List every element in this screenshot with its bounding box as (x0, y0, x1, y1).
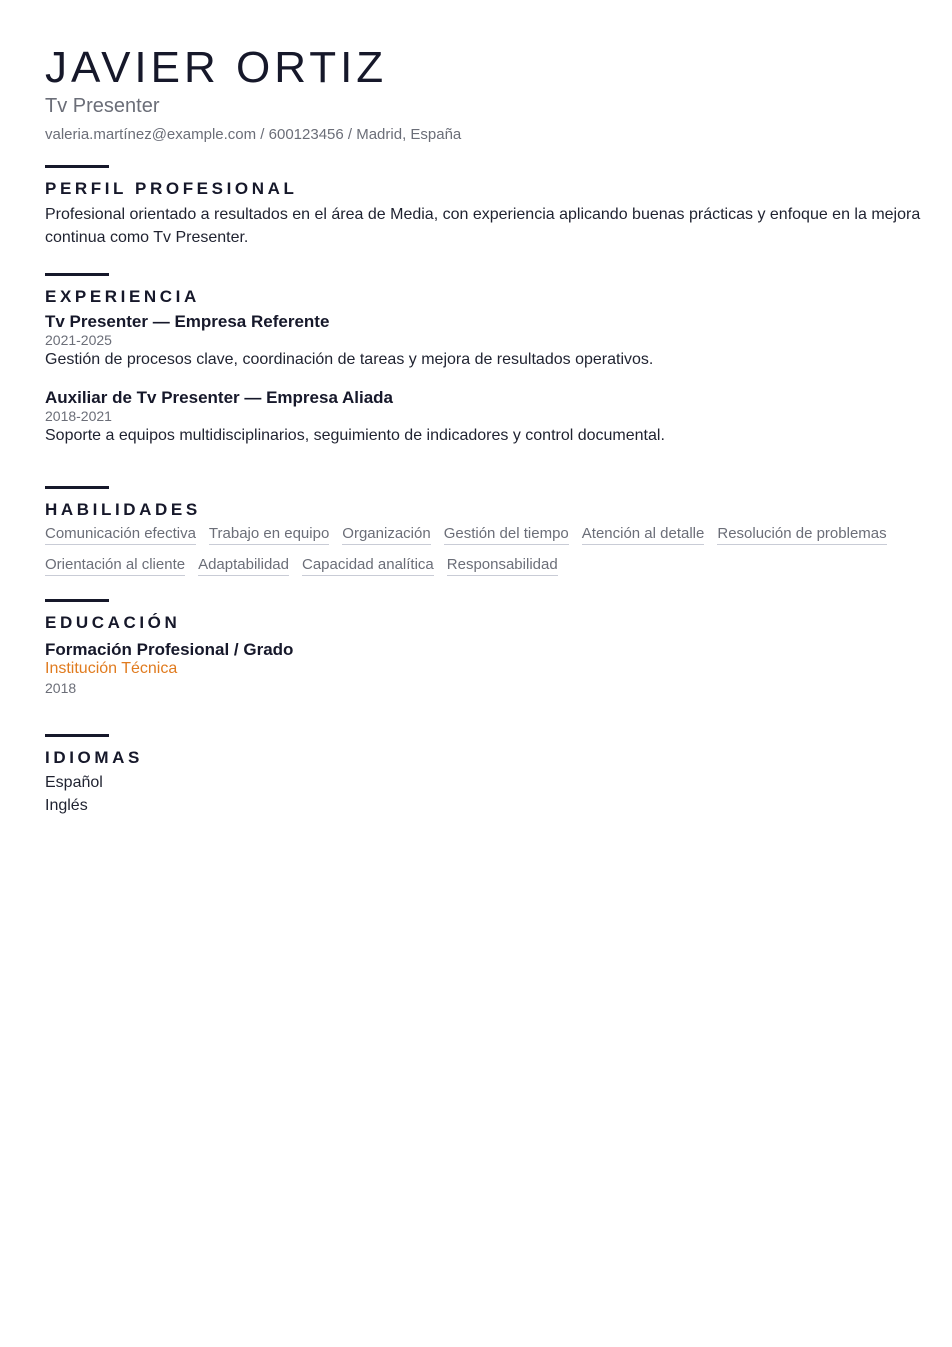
education-section (45, 599, 922, 698)
language-item: Español (45, 774, 103, 791)
skill-tag: Orientación al cliente (45, 556, 185, 576)
skill-tag: Gestión del tiempo (444, 525, 569, 545)
contact-line: valeria.martínez@example.com / 600123456 / Madrid, España (45, 126, 462, 143)
candidate-role: Tv Presenter (45, 95, 160, 117)
language-item: Inglés (45, 797, 88, 814)
languages-section (45, 734, 922, 817)
experience-heading: EXPERIENCIA (45, 287, 200, 306)
section-divider (45, 734, 109, 737)
job-entry (45, 312, 922, 370)
education-degree: Formación Profesional / Grado (45, 640, 294, 659)
experience-section (45, 273, 922, 446)
job-entry (45, 388, 922, 446)
skills-section (45, 486, 922, 576)
section-divider (45, 273, 109, 276)
section-divider (45, 599, 109, 602)
skill-tag: Organización (342, 525, 430, 545)
education-heading: EDUCACIÓN (45, 613, 181, 632)
skills-list (45, 525, 922, 576)
profile-text: Profesional orientado a resultados en el área de Media, con experiencia aplicando buenas prácticas y enfoque en la mejora continua como Tv Presenter. (45, 206, 921, 246)
skill-tag: Atención al detalle (582, 525, 705, 545)
education-year: 2018 (45, 680, 77, 696)
skill-tag: Trabajo en equipo (209, 525, 329, 545)
skill-tag: Responsabilidad (447, 556, 558, 576)
profile-section (45, 165, 922, 249)
languages-heading: IDIOMAS (45, 748, 143, 767)
skill-tag: Resolución de problemas (717, 525, 886, 545)
skills-heading: HABILIDADES (45, 500, 201, 519)
profile-heading: PERFIL PROFESIONAL (45, 179, 298, 198)
job-description: Soporte a equipos multidisciplinarios, seguimiento de indicadores y control documental. (45, 427, 665, 444)
education-institution: Institución Técnica (45, 660, 178, 677)
job-description: Gestión de procesos clave, coordinación de tareas y mejora de resultados operativos. (45, 351, 654, 368)
candidate-name: JAVIER ORTIZ (45, 43, 388, 92)
skill-tag: Adaptabilidad (198, 556, 289, 576)
job-title: Tv Presenter — Empresa Referente (45, 312, 330, 331)
job-dates: 2021-2025 (45, 332, 112, 348)
section-divider (45, 486, 109, 489)
section-divider (45, 165, 109, 168)
job-dates: 2018-2021 (45, 408, 112, 424)
job-title: Auxiliar de Tv Presenter — Empresa Aliada (45, 388, 394, 407)
skill-tag: Capacidad analítica (302, 556, 434, 576)
skill-tag: Comunicación efectiva (45, 525, 196, 545)
